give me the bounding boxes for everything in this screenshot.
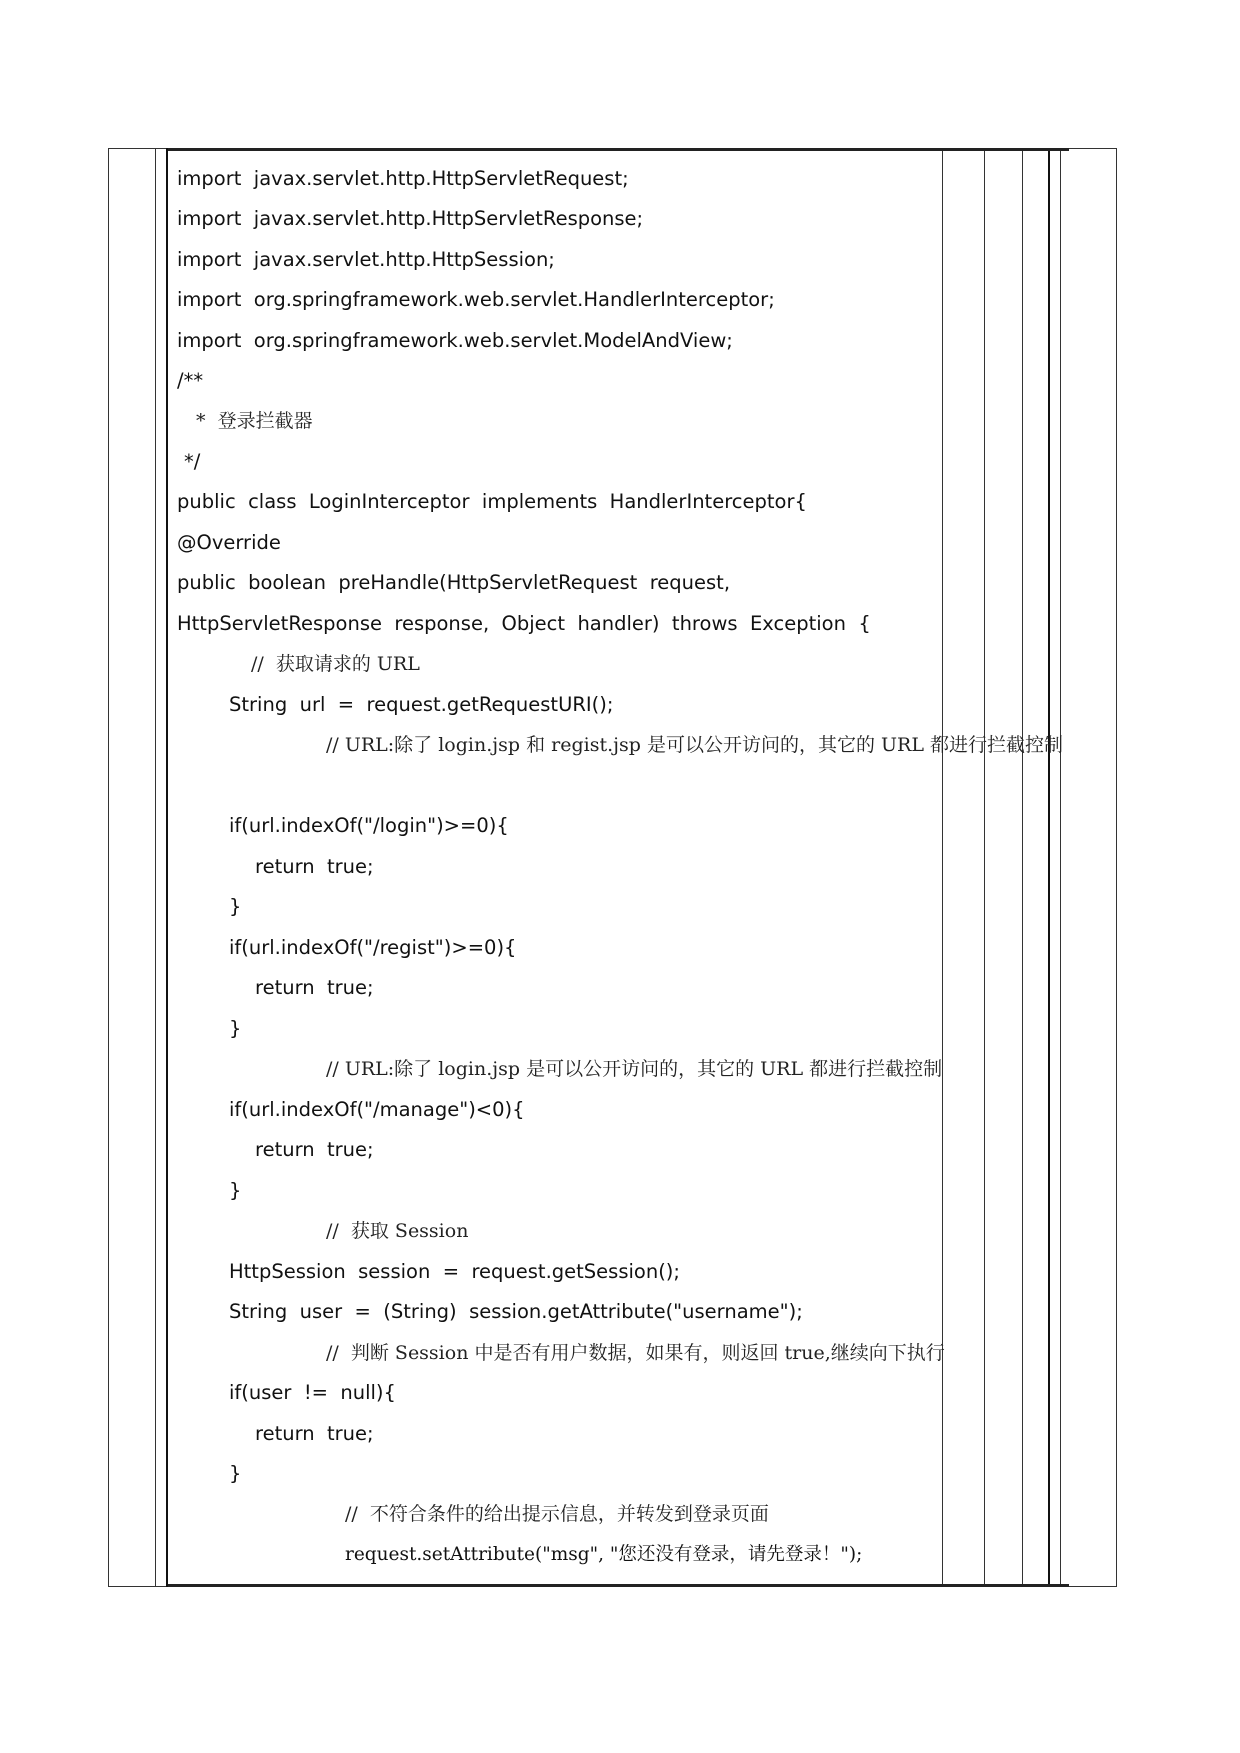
- code-line: HttpServletResponse response, Object handler) throws Exception {: [177, 612, 871, 635]
- code-line: String url = request.getRequestURI();: [229, 693, 614, 716]
- code-comment: // URL:除了 login.jsp 是可以公开访问的，其它的 URL 都进行拦截控制: [326, 1058, 943, 1080]
- code-comment: // 获取请求的 URL: [251, 653, 420, 675]
- code-line: import javax.servlet.http.HttpSession;: [177, 248, 555, 271]
- code-comment: // URL:除了 login.jsp 和 regist.jsp 是可以公开访问的，其它的 URL 都进行拦截控制: [326, 734, 1063, 756]
- code-line: if(url.indexOf("/regist")>=0){: [229, 936, 517, 959]
- code-line: }: [229, 1462, 242, 1485]
- code-line: public class LoginInterceptor implements HandlerInterceptor{: [177, 490, 807, 513]
- code-line: return true;: [255, 1138, 374, 1161]
- code-line: if(url.indexOf("/manage")<0){: [229, 1098, 525, 1121]
- code-line: request.setAttribute("msg", "您还没有登录，请先登录！");: [345, 1544, 863, 1565]
- code-line: public boolean preHandle(HttpServletRequest request,: [177, 571, 731, 594]
- code-line: return true;: [255, 855, 374, 878]
- code-line: @Override: [177, 531, 281, 554]
- code-comment: * 登录拦截器: [196, 410, 313, 432]
- code-line: import org.springframework.web.servlet.ModelAndView;: [177, 329, 733, 352]
- code-comment: // 判断 Session 中是否有用户数据，如果有，则返回 true,继续向下执行: [326, 1342, 945, 1364]
- code-line: return true;: [255, 976, 374, 999]
- code-line: if(user != null){: [229, 1381, 396, 1404]
- code-line: import javax.servlet.http.HttpServletResponse;: [177, 207, 644, 230]
- code-line: HttpSession session = request.getSession();: [229, 1260, 680, 1283]
- code-line: if(url.indexOf("/login")>=0){: [229, 814, 509, 837]
- code-line: }: [229, 1179, 242, 1202]
- code-line: import org.springframework.web.servlet.HandlerInterceptor;: [177, 288, 775, 311]
- code-line: String user = (String) session.getAttribute("username");: [229, 1300, 803, 1323]
- code-line: return true;: [255, 1422, 374, 1445]
- code-line: */: [184, 450, 201, 473]
- code-line: /**: [177, 369, 204, 392]
- code-comment: // 获取 Session: [326, 1220, 469, 1242]
- code-line: }: [229, 895, 242, 918]
- code-line: import javax.servlet.http.HttpServletRequest;: [177, 167, 629, 190]
- code-comment: // 不符合条件的给出提示信息，并转发到登录页面: [345, 1503, 769, 1525]
- code-line: }: [229, 1017, 242, 1040]
